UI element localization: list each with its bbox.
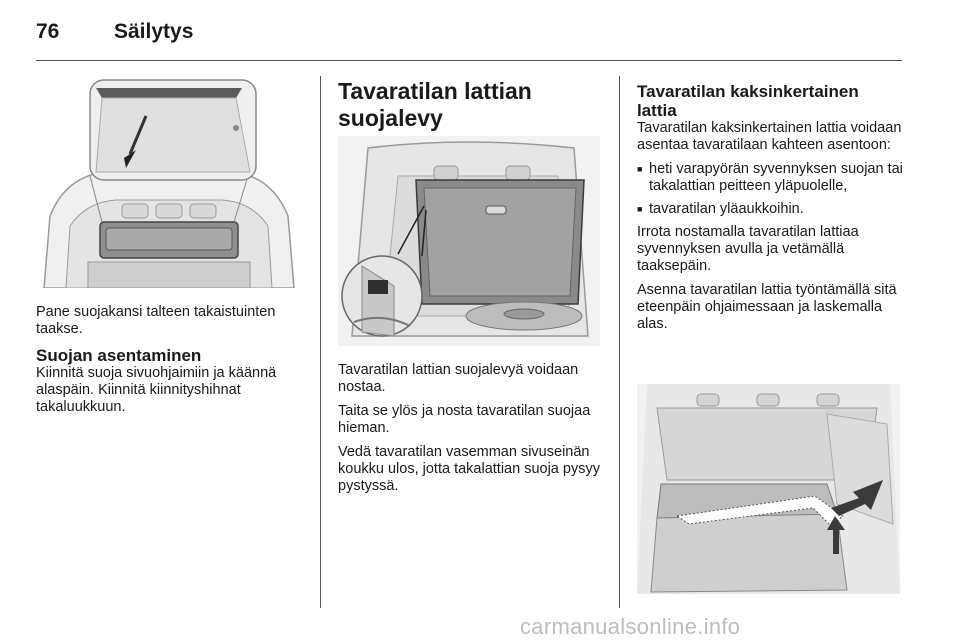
header-rule	[36, 60, 902, 61]
figure-cargo-cover	[36, 76, 302, 288]
running-title: Säilytys	[114, 20, 194, 43]
column-divider-left	[320, 76, 321, 608]
install-cover-text: Kiinnitä suoja sivuohjaimiin ja käännä alaspäin. Kiinnitä kiinnityshihnat takaluukkuun.	[36, 365, 277, 415]
page-number: 76	[36, 20, 60, 43]
double-floor-paragraph-1: Irrota nostamalla tavaratilan lattiaa syvennyksen avulla ja vetämällä taaksepäin.	[637, 224, 859, 274]
bullet-square-icon: ■	[637, 204, 643, 214]
bullet-square-icon: ■	[637, 164, 643, 174]
list-item	[637, 161, 903, 195]
double-floor-paragraph-2: Asenna tavaratilan lattia työntämällä sitä eteenpäin ohjaimessaan ja laskemalla alas.	[637, 282, 897, 332]
floor-cover-paragraph-3: Vedä tavaratilan vasemman sivuseinän koukku ulos, jotta takalattian suoja pysyy pystyssä.	[338, 444, 600, 494]
column-1	[36, 304, 302, 423]
column-2-body	[338, 362, 606, 502]
watermark: carmanualsonline.info	[520, 614, 741, 639]
floor-cover-paragraph-2: Taita se ylös ja nosta tavaratilan suojaa hieman.	[338, 403, 591, 436]
figure-floor-cover	[338, 136, 600, 346]
column-3	[637, 78, 903, 340]
section-heading-install-cover: Suojan asentaminen	[36, 346, 202, 365]
figure-caption: Pane suojakansi talteen takaistuinten taakse.	[36, 304, 276, 337]
list-item	[637, 201, 903, 218]
double-floor-intro: Tavaratilan kaksinkertainen lattia voidaan asentaa tavaratilaan kahteen asentoon:	[637, 120, 902, 153]
column-divider-right	[619, 76, 620, 608]
section-heading-floor-cover: Tavaratilan lattian suojalevy	[338, 78, 532, 131]
floor-cover-paragraph-1: Tavaratilan lattian suojalevyä voidaan nostaa.	[338, 362, 579, 395]
list-item-text: tavaratilan yläaukkoihin.	[649, 201, 804, 217]
column-2	[338, 78, 606, 138]
section-heading-double-floor: Tavaratilan kaksinkertainen lattia	[637, 82, 859, 120]
list-item-text: heti varapyörän syvennyksen suojan tai takalattian peitteen yläpuolelle,	[649, 161, 903, 194]
figure-double-floor	[637, 384, 900, 594]
